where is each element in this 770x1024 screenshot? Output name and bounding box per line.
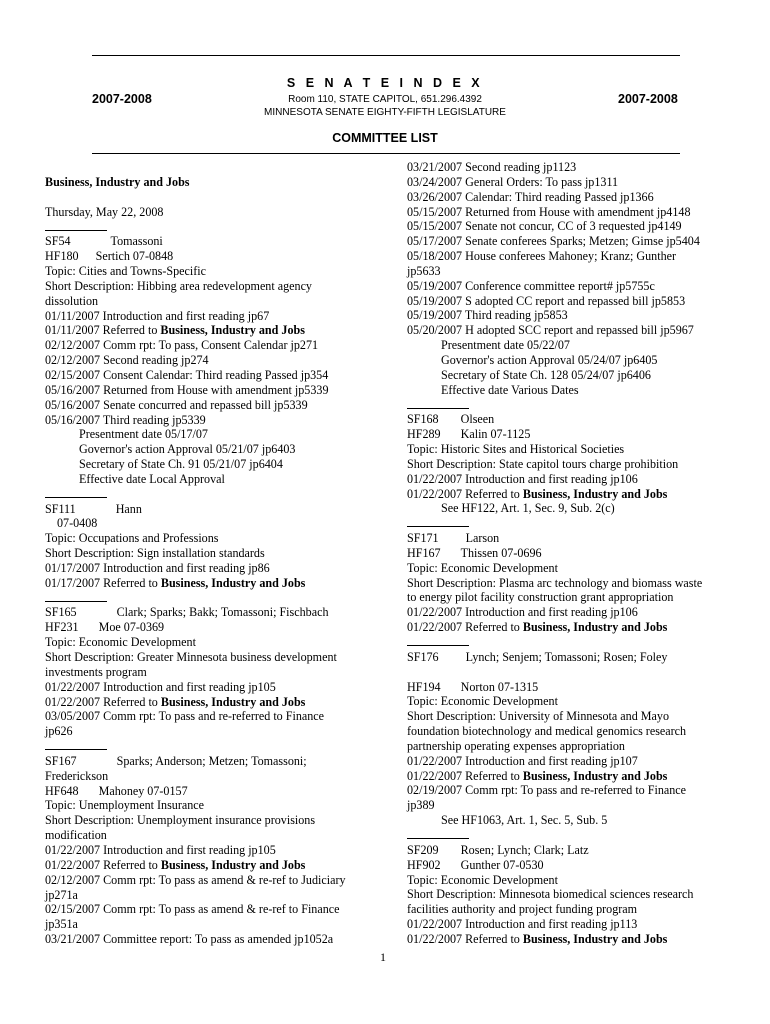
left-column: Business, Industry and Jobs Thursday, May 22, 2008 SF54 Tomassoni HF180 Sertich 07-0848 Topic: Cities and Towns-Specific Short Description: Hibbing area redevelopment agency dissolution 01/11/2007 Introduction and first reading jp67 01/11/2007 Referred to Business, Industry and Jobs 02/12/2007 Comm rpt: To pass, Consent Calendar jp271 02/12/2007 Second reading jp274 02/15/2007 Consent Calendar: Third reading Passed jp354 05/16/2007 Returned from House with amendment jp5339 05/16/2007 Senate concurred and repassed bill jp5339 05/16/2007 Third reading jp5339 Presentment date 05/17/07 Governor's action Approval 05/21/07 jp6403 Secretary of State Ch. 91 05/21/07 jp6404 Effective date Local Approval SF111 Hann 07-0408 Topic: Occupations and Professions Short Description: Sign installation standards 01/17/2007 Introduction and first reading jp86 01/17/2007 Referred to Business, Industry and Jobs SF165 Clark; Sparks; Bakk; Tomassoni; Fischbach HF231 Moe 07-0369 Topic: Economic Development Short Description: Greater Minnesota business development investments program 01/22/2007 Introduction and first reading jp105 01/22/2007 Referred to Business, Industry and Jobs 03/05/2007 Comm rpt: To pass and re-referred to Finance jp626 SF167 Sparks; Anderson; Metzen; Tomassoni; Frederickson HF648 Mahoney 07-0157 Topic: Unemployment Insurance Short Description: Unemployment insurance provisions modification 01/22/2007 Introduction and first reading jp105 01/22/2007 Referred to Business, Industry and Jobs 02/12/2007 Comm rpt: To pass as amend & re-ref to Judiciary jp271a 02/15/2007 Comm rpt: To pass as amend & re-ref to Finance jp351a 03/21/2007 Committee report: To pass as amended jp1052a bbox=[45, 175, 346, 947]
separator bbox=[407, 399, 469, 409]
bill-sf209: SF209 Rosen; Lynch; Clark; Latz bbox=[407, 842, 589, 857]
year-left: 2007-2008 bbox=[92, 92, 152, 106]
page-number: 1 bbox=[380, 950, 386, 964]
separator bbox=[45, 740, 107, 750]
separator bbox=[45, 488, 107, 498]
bill-sf54: SF54 Tomassoni bbox=[45, 234, 163, 249]
bill-sf168: SF168 Olseen bbox=[407, 412, 495, 427]
year-right: 2007-2008 bbox=[618, 92, 678, 106]
header-bottom-rule bbox=[92, 153, 680, 154]
right-column: 03/21/2007 Second reading jp1123 03/24/2007 General Orders: To pass jp1311 03/26/2007 Calendar: Third reading Passed jp1366 05/15/2007 Returned from House with amendment jp4148 05/15/2007 Senate not concur, CC of 3 requested jp4149 05/17/2007 Senate conferees Sparks; Metzen; Gimse jp5404 05/18/2007 House conferees Mahoney; Kranz; Gunther jp5633 05/19/2007 Conference committee report# jp5755c 05/19/2007 S adopted CC report and repassed bill jp5853 05/19/2007 Third reading jp5853 05/20/2007 H adopted SCC report and repassed bill jp5967 Presentment date 05/22/07 Governor's action Approval 05/24/07 jp6405 Secretary of State Ch. 128 05/24/07 jp6406 Effective date Various Dates SF168 Olseen HF289 Kalin 07-1125 Topic: Historic Sites and Historical Societies Short Description: State capitol tours charge prohibition 01/22/2007 Introduction and first reading jp106 01/22/2007 Referred to Business, Industry and Jobs See HF122, Art. 1, Sec. 9, Sub. 2(c) SF171 Larson HF167 Thissen 07-0696 Topic: Economic Development Short Description: Plasma arc technology and biomass waste to energy pilot facility construction grant appropriation 01/22/2007 Introduction and first reading jp106 01/22/2007 Referred to Business, Industry and Jobs SF176 Lynch; Senjem; Tomassoni; Rosen; Foley HF194 Norton 07-1315 Topic: Economic Development Short Description: University of Minnesota and Mayo foundation biotechnology and medical genomics research partnership operating expenses appropriation 01/22/2007 Introduction and first reading jp107 01/22/2007 Referred to Business, Industry and Jobs 02/19/2007 Comm rpt: To pass and re-referred to Finance jp389 See HF1063, Art. 1, Sec. 5, Sub. 5 SF209 Rosen; Lynch; Clark; Latz HF902 Gunther 07-0530 Topic: Economic Development Short Description: Minnesota biomedical sciences research facilities authority and project funding program 01/22/2007 Introduction and first reading jp113 01/22/2007 Referred to Business, Industry and Jobs bbox=[407, 160, 703, 946]
separator bbox=[407, 829, 469, 839]
committee-list-title: COMMITTEE LIST bbox=[332, 131, 438, 145]
top-rule bbox=[92, 55, 680, 56]
committee-name: Business, Industry and Jobs bbox=[45, 175, 190, 189]
separator bbox=[407, 517, 469, 527]
bill-sf171: SF171 Larson bbox=[407, 531, 500, 546]
bill-sf167: SF167 Sparks; Anderson; Metzen; Tomassoni; bbox=[45, 753, 307, 768]
page-title: S E N A T E I N D E X bbox=[286, 76, 484, 90]
legislature-line: MINNESOTA SENATE EIGHTY-FIFTH LEGISLATURE bbox=[264, 107, 506, 118]
separator bbox=[45, 592, 107, 602]
bill-sf176: SF176 Lynch; Senjem; Tomassoni; Rosen; Foley bbox=[407, 649, 668, 664]
address-line: Room 110, STATE CAPITOL, 651.296.4392 bbox=[288, 94, 482, 105]
separator bbox=[407, 636, 469, 646]
bill-sf111: SF111 Hann bbox=[45, 501, 142, 516]
report-date: Thursday, May 22, 2008 bbox=[45, 204, 164, 219]
separator bbox=[45, 221, 107, 231]
bill-sf165: SF165 Clark; Sparks; Bakk; Tomassoni; Fischbach bbox=[45, 605, 329, 620]
